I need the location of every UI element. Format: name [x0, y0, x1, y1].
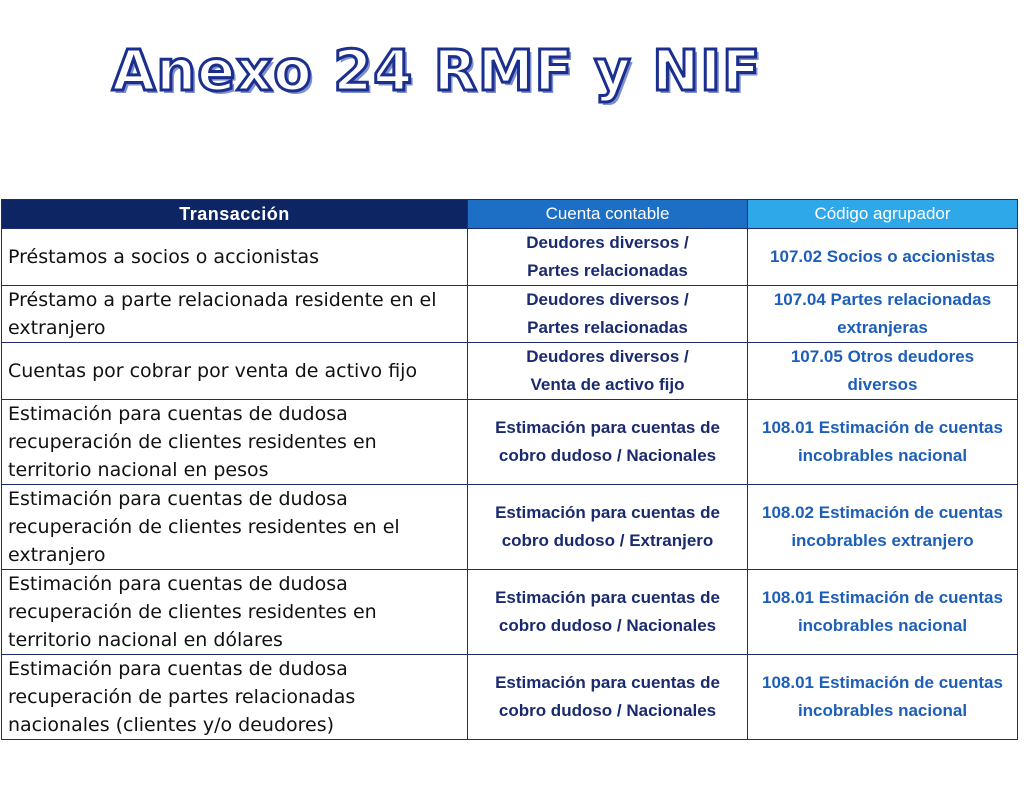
account-line-1: Deudores diversos /	[526, 290, 689, 309]
account-line-2: Venta de activo fijo	[530, 375, 685, 394]
account-line-2: cobro dudoso / Nacionales	[498, 701, 717, 720]
group-code-line-2: extranjeras	[837, 318, 928, 337]
group-code-cell	[748, 229, 1018, 286]
transaction-cell: Préstamos a socios o accionistas	[2, 229, 468, 286]
account-line-1: Deudores diversos /	[526, 347, 689, 366]
group-code-line-1: 108.01 Estimación de cuentas	[762, 588, 1003, 607]
transaction-cell: Estimación para cuentas de dudosa recuperación de clientes residentes en el extranjero	[2, 485, 468, 570]
account-cell	[468, 286, 748, 343]
account-cell	[468, 570, 748, 655]
group-code-cell	[748, 286, 1018, 343]
group-code-line-2: incobrables extranjero	[791, 531, 974, 550]
table-row	[2, 400, 1018, 485]
anexo-24-table	[1, 199, 1018, 740]
transaction-cell: Estimación para cuentas de dudosa recuperación de clientes residentes en territorio nacional en pesos	[2, 400, 468, 485]
group-code-line-2: incobrables nacional	[797, 616, 968, 635]
account-line-1: Estimación para cuentas de	[495, 588, 720, 607]
header-cuenta-contable: Cuenta contable	[468, 200, 748, 229]
account-line-2: cobro dudoso / Extranjero	[501, 531, 714, 550]
account-cell	[468, 485, 748, 570]
account-cell	[468, 229, 748, 286]
transaction-cell: Estimación para cuentas de dudosa recuperación de partes relacionadas nacionales (clientes y/o deudores)	[2, 655, 468, 740]
account-line-2: cobro dudoso / Nacionales	[498, 616, 717, 635]
group-code-cell	[748, 400, 1018, 485]
transaction-cell: Cuentas por cobrar por venta de activo fijo	[2, 343, 468, 400]
table-row	[2, 570, 1018, 655]
table-header-row	[2, 200, 1018, 229]
table-row	[2, 343, 1018, 400]
group-code-line-1: 108.02 Estimación de cuentas	[762, 503, 1003, 522]
header-transaccion: Transacción	[2, 200, 468, 229]
group-code-cell	[748, 485, 1018, 570]
table-row	[2, 286, 1018, 343]
table-row	[2, 229, 1018, 286]
group-code-cell	[748, 343, 1018, 400]
transaction-cell: Préstamo a parte relacionada residente en el extranjero	[2, 286, 468, 343]
group-code-cell	[748, 655, 1018, 740]
transaction-cell: Estimación para cuentas de dudosa recuperación de clientes residentes en territorio nacional en dólares	[2, 570, 468, 655]
group-code-line-2: incobrables nacional	[797, 701, 968, 720]
group-code-line-1: 108.01 Estimación de cuentas	[762, 673, 1003, 692]
account-cell	[468, 343, 748, 400]
account-line-1: Estimación para cuentas de	[495, 503, 720, 522]
group-code-line-2: diversos	[847, 375, 918, 394]
account-cell	[468, 400, 748, 485]
account-line-1: Estimación para cuentas de	[495, 418, 720, 437]
group-code-line-1: 108.01 Estimación de cuentas	[762, 418, 1003, 437]
group-code-cell	[748, 570, 1018, 655]
group-code-line-1: 107.02 Socios o accionistas	[770, 247, 995, 266]
header-codigo-agrupador: Código agrupador	[748, 200, 1018, 229]
table-row	[2, 485, 1018, 570]
group-code-line-1: 107.04 Partes relacionadas	[773, 290, 992, 309]
account-line-1: Deudores diversos /	[526, 233, 689, 252]
group-code-line-2: incobrables nacional	[797, 446, 968, 465]
table-row	[2, 655, 1018, 740]
account-line-1: Estimación para cuentas de	[495, 673, 720, 692]
account-cell	[468, 655, 748, 740]
account-line-2: cobro dudoso / Nacionales	[498, 446, 717, 465]
page-title: Anexo 24 RMF y NIF	[112, 39, 762, 104]
account-line-2: Partes relacionadas	[527, 318, 688, 337]
group-code-line-1: 107.05 Otros deudores	[790, 347, 975, 366]
account-line-2: Partes relacionadas	[527, 261, 688, 280]
